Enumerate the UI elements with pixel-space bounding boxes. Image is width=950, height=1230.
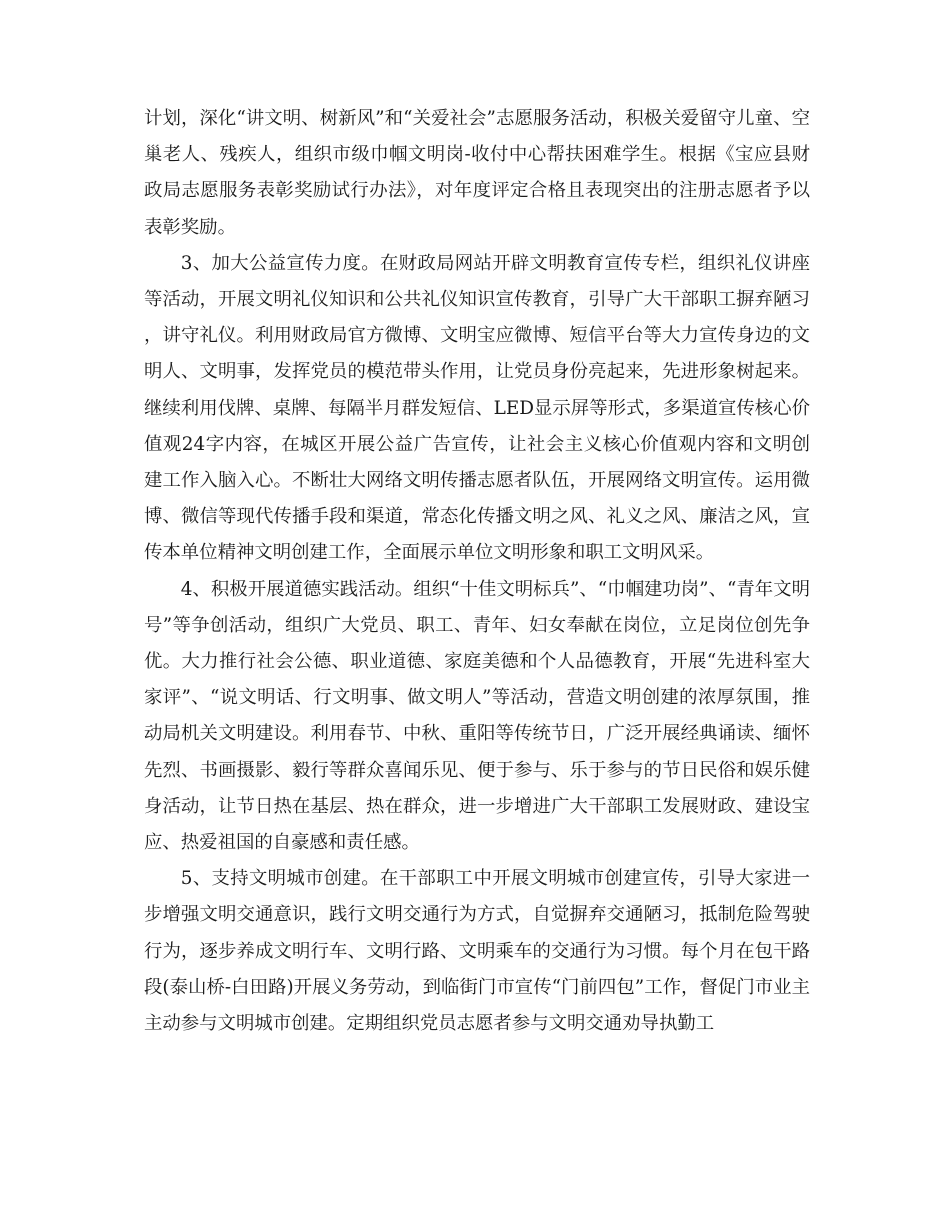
paragraph-public-publicity: 3、加大公益宣传力度。在财政局网站开辟文明教育宣传专栏，组织礼仪讲座等活动，开展文明礼仪知识和公共礼仪知识宣传教育，引导广大干部职工摒弃陋习，讲守礼仪。利用财政局官方微博、文明宝应微博、短信平台等大力宣传身边的文明人、文明事，发挥党员的模范带头作用，让党员身份亮起来，先进形象树起来。继续利用伐牌、桌牌、每隔半月群发短信、LED显示屏等形式，多渠道宣传核心价值观24字内容，在城区开展公益广告宣传，让社会主义核心价值观内容和文明创建工作入脑入心。不断壮大网络文明传播志愿者队伍，开展网络文明宣传。运用微博、微信等现代传播手段和渠道，常态化传播文明之风、礼义之风、廉洁之风，宣传本单位精神文明创建工作，全面展示单位文明形象和职工文明风采。: [144, 252, 810, 564]
paragraph-continuation: 计划，深化“讲文明、树新风”和“关爱社会”志愿服务活动，积极关爱留守儿童、空巢老人、残疾人，组织市级巾帼文明岗-收付中心帮扶困难学生。根据《宝应县财政局志愿服务表彰奖励试行办法》，对年度评定合格且表现突出的注册志愿者予以表彰奖励。: [144, 108, 810, 238]
paragraph-moral-practice: 4、积极开展道德实践活动。组织“十佳文明标兵”、“巾帼建功岗”、“青年文明号”等争创活动，组织广大党员、职工、青年、妇女奉献在岗位，立足岗位创先争优。大力推行社会公德、职业道德、家庭美德和个人品德教育，开展“先进科室大家评”、“说文明话、行文明事、做文明人”等活动，营造文明创建的浓厚氛围，推动局机关文明建设。利用春节、中秋、重阳等传统节日，广泛开展经典诵读、缅怀先烈、书画摄影、毅行等群众喜闻乐见、便于参与、乐于参与的节日民俗和娱乐健身活动，让节日热在基层、热在群众，进一步增进广大干部职工发展财政、建设宝应、热爱祖国的自豪感和责任感。: [144, 578, 810, 854]
paragraph-civilized-city: 5、支持文明城市创建。在干部职工中开展文明城市创建宣传，引导大家进一步增强文明交通意识，践行文明交通行为方式，自觉摒弃交通陋习，抵制危险驾驶行为，逐步养成文明行车、文明行路、文明乘车的交通行为习惯。每个月在包干路段(泰山桥-白田路)开展义务劳动，到临街门市宣传“门前四包”工作，督促门市业主主动参与文明城市创建。定期组织党员志愿者参与文明交通劝导执勤工: [144, 868, 810, 1035]
document-body: [144, 101, 810, 1042]
